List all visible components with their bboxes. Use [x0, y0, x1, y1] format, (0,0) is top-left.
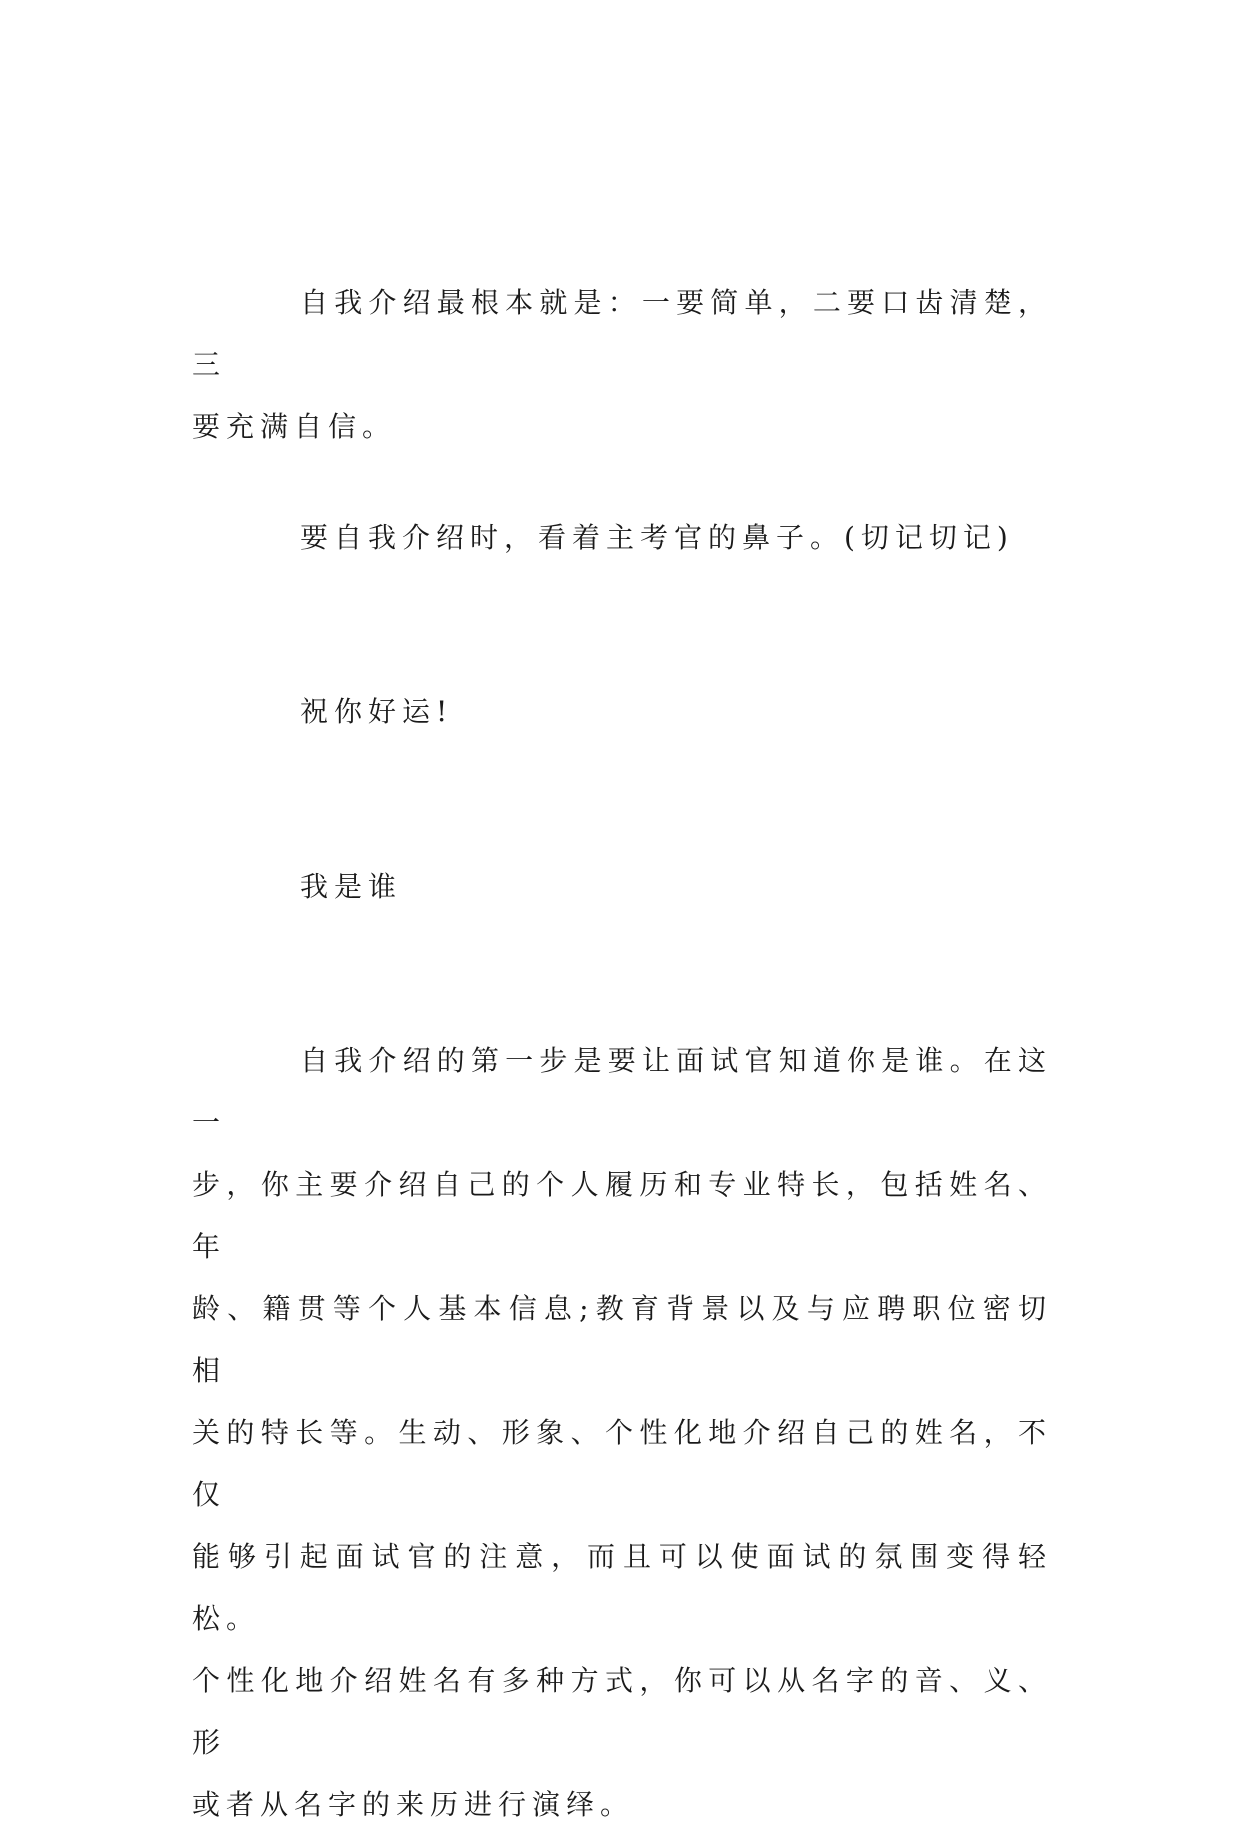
- paragraph-line: 自我介绍最根本就是：一要简单，二要口齿清楚，三: [192, 286, 1052, 381]
- paragraph-line: 祝你好运!: [300, 695, 454, 728]
- paragraph-line: 要充满自信。: [192, 410, 397, 443]
- paragraph-good-luck: [192, 681, 1052, 743]
- paragraph-eye-contact-tip: [192, 507, 1052, 569]
- paragraph-self-intro-basics: [192, 272, 1052, 458]
- paragraph-line: 关的特长等。生动、形象、个性化地介绍自己的姓名，不仅: [192, 1416, 1052, 1511]
- paragraph-line: 个性化地介绍姓名有多种方式，你可以从名字的音、义、形: [192, 1664, 1052, 1759]
- paragraph-line: 或者从名字的来历进行演绎。: [192, 1788, 635, 1821]
- paragraph-line: 要自我介绍时，看着主考官的鼻子。(切记切记): [300, 521, 1014, 554]
- paragraph-line: 步，你主要介绍自己的个人履历和专业特长，包括姓名、年: [192, 1168, 1052, 1263]
- paragraph-who-am-i-body: [192, 1030, 1052, 1836]
- paragraph-line: 龄、籍贯等个人基本信息;教育背景以及与应聘职位密切相: [192, 1292, 1052, 1387]
- paragraph-line: 我是谁: [300, 870, 403, 903]
- section-heading-who-am-i: [192, 856, 1052, 918]
- paragraph-line: 能够引起面试官的注意，而且可以使面试的氛围变得轻松。: [192, 1540, 1052, 1635]
- paragraph-line: 自我介绍的第一步是要让面试官知道你是谁。在这一: [192, 1044, 1052, 1139]
